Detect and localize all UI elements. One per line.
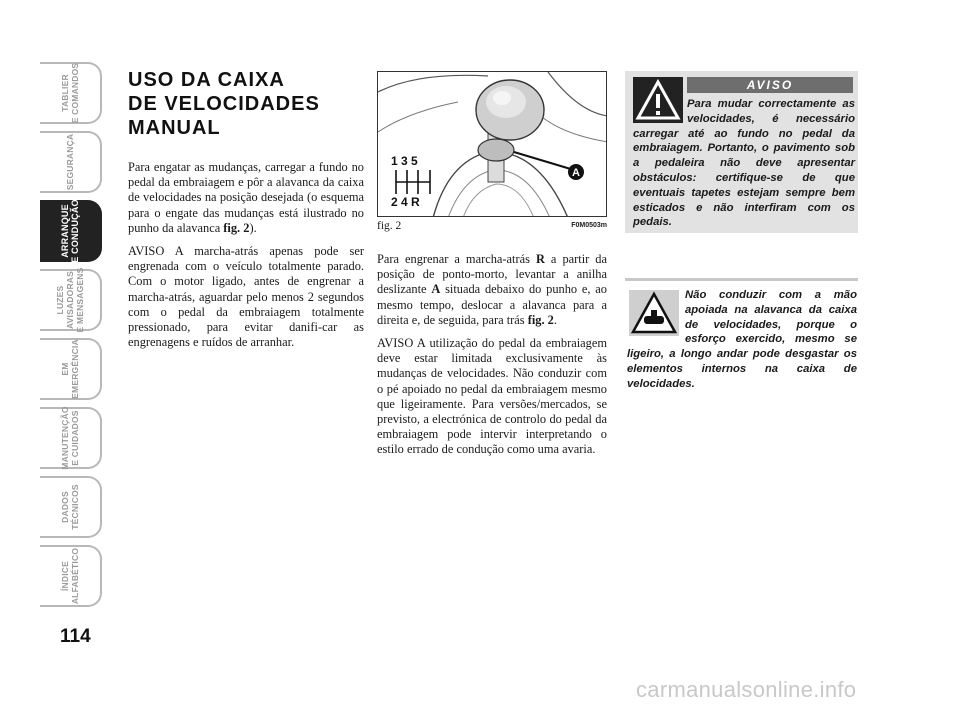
gear-lever-figure [377, 71, 607, 217]
watermark: carmanualsonline.info [636, 677, 857, 702]
tab-em-emergencia[interactable] [40, 338, 102, 400]
section-title: USO DA CAIXA DE VELOCIDADES MANUAL [128, 69, 320, 139]
tab-label: SEGURANÇA [65, 133, 75, 191]
tab-label: TABLIER E COMANDOS [60, 62, 80, 124]
figure-number: fig. 2 [377, 220, 402, 232]
warning-text: Para mudar correctamente as velocidades, é necessário carregar até ao fundo no pedal da embraiagem. Portanto, o pavimento sob a pedaleira não deve apresentar obstáculos: certifique-se de que eventuais tapetes estejam sempre bem esticados e não interfiram com os pedais. [633, 98, 855, 229]
paragraph-reverse-gear: Para engrenar a marcha-atrás R a partir da posição de ponto-morto, levantar a anilha deslizante A situada debaixo do punho e, ao mesmo tempo, deslocar a alavanca para a direita e, de seguida, para trás fig. 2. [377, 252, 607, 327]
figure-reference: fig. 2 [223, 220, 250, 235]
paragraph-engage: Para engatar as mudanças, carregar a fundo no pedal da embraiagem e pôr a alavanca da caixa de velocidades na posição desejada (o esquema para o engate das mudanças está ilustrado no punho da alavanca fig. 2). [128, 160, 364, 235]
tab-indice-alfabetico[interactable] [40, 545, 102, 607]
warning-box [625, 71, 858, 233]
gear-lever-illustration [378, 72, 607, 217]
tab-tablier-comandos[interactable] [40, 62, 102, 124]
tab-seguranca[interactable] [40, 131, 102, 193]
figure-reference: fig. 2 [527, 312, 554, 327]
tab-label: ARRANQUE E CONDUÇÃO [60, 199, 80, 263]
caution-box [625, 278, 858, 408]
tab-label: EM EMERGÊNCIA [60, 339, 80, 399]
paragraph-clutch-use: AVISO A utilização do pedal da embraiagem deve estar limitada exclusivamente às mudanças de velocidades. Não conduzir com o pé apoiado no pedal da embraiagem mesmo que ligeiramente. Para versões/mercados, se previsto, a electrónica de controlo do pedal da embraiagem pode intervir interpretando o estilo errado de condução como uma avaria. [377, 336, 607, 457]
caution-text-block [627, 288, 857, 392]
tab-manutencao-cuidados[interactable] [40, 407, 102, 469]
page-number: 114 [60, 626, 91, 647]
caution-text: Não conduzir com a mão apoiada na alavanca da caixa de velocidades, porque o esforço exercido, mesmo se ligeiro, a longo andar pode desgastar os elementos internos na caixa de velocidades. [627, 289, 857, 390]
tab-label: LUZES AVISADORAS E MENSAGENS [55, 267, 85, 333]
gear-pattern-top: 1 3 5 [391, 154, 418, 168]
tab-arranque-conducao[interactable] [40, 200, 102, 262]
warning-header: AVISO [687, 77, 853, 93]
tab-label: ÍNDICE ALFABÉTICO [60, 547, 80, 605]
tab-dados-tecnicos[interactable] [40, 476, 102, 538]
tab-label: DADOS TÉCNICOS [60, 484, 80, 530]
warning-text-block [633, 97, 855, 230]
figure-code: F0M0503m [571, 222, 607, 229]
caution-divider [625, 278, 858, 281]
chapter-tabs [40, 62, 106, 614]
paragraph-reverse-warning: AVISO A marcha-atrás apenas pode ser engrenada com o veículo totalmente parado. Com o motor ligado, antes de engrenar a marcha-atrás, aguardar pelo menos 2 segundos com o pedal da embraiagem totalmente pressionado, para evitar danifi-car as engrenagens e ruídos de arranhar. [128, 244, 364, 350]
tab-label: MANUTENÇÃO E CUIDADOS [60, 406, 80, 470]
main-column [128, 68, 364, 358]
callout-label: A [572, 167, 580, 179]
tab-luzes-avisadoras[interactable] [40, 269, 102, 331]
figure-caption [377, 220, 607, 234]
gear-pattern-bottom: 2 4 R [391, 195, 420, 209]
second-column [377, 252, 607, 466]
